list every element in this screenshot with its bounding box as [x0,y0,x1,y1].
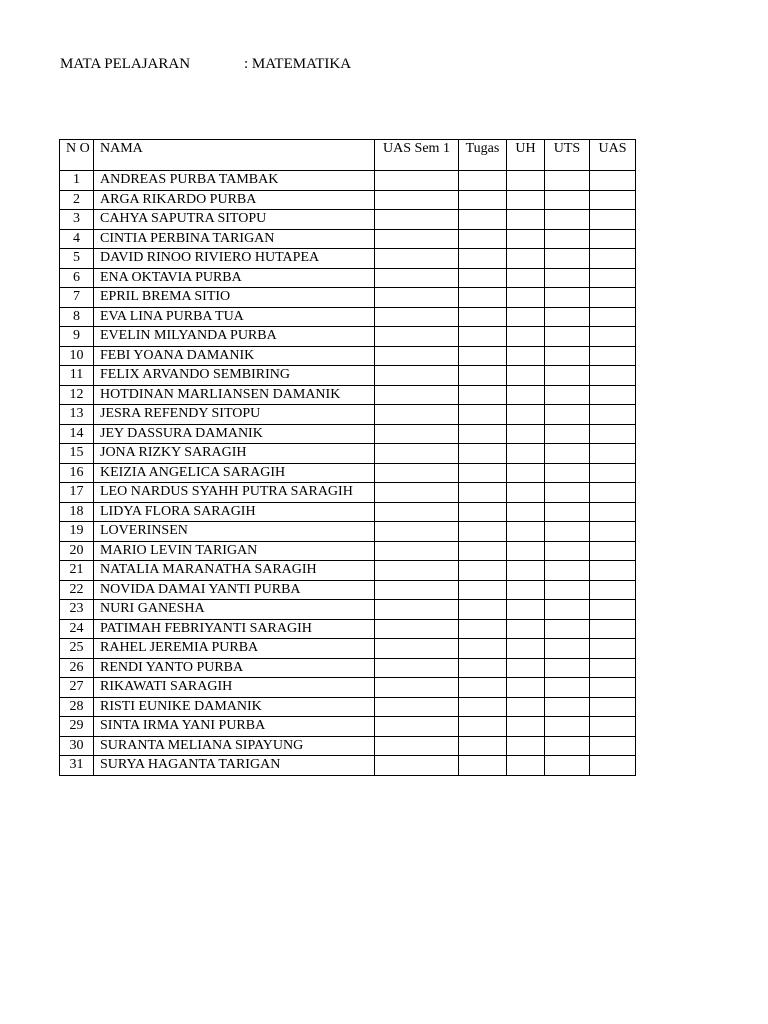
student-name: JESRA REFENDY SITOPU [94,405,375,425]
row-number: 19 [60,522,94,542]
grade-cell-uas-sem-1 [375,444,459,464]
grade-cell-uh [507,541,545,561]
grade-cell-uh [507,619,545,639]
grade-cell-uh [507,424,545,444]
grade-cell-uts [545,288,590,308]
grade-cell-uas-sem-1 [375,639,459,659]
grade-cell-uas-sem-1 [375,502,459,522]
student-name: MARIO LEVIN TARIGAN [94,541,375,561]
row-number: 8 [60,307,94,327]
grade-cell-uas [590,229,636,249]
table-row [60,502,636,522]
column-header-nama: NAMA [94,140,375,171]
table-row [60,346,636,366]
table-row [60,639,636,659]
row-number: 4 [60,229,94,249]
table-row [60,580,636,600]
student-name: EVELIN MILYANDA PURBA [94,327,375,347]
grade-cell-uas [590,483,636,503]
column-header-tugas: Tugas [459,140,507,171]
grade-cell-uts [545,717,590,737]
grade-cell-uas-sem-1 [375,561,459,581]
grade-cell-uas-sem-1 [375,190,459,210]
student-name: SURANTA MELIANA SIPAYUNG [94,736,375,756]
grade-cell-uh [507,327,545,347]
table-row [60,210,636,230]
grade-cell-uas [590,366,636,386]
table-row [60,385,636,405]
grade-cell-uts [545,424,590,444]
grade-cell-tugas [459,736,507,756]
table-row [60,171,636,191]
grade-cell-uas-sem-1 [375,385,459,405]
grade-cell-uh [507,171,545,191]
grade-cell-tugas [459,190,507,210]
header-row [60,140,636,171]
grade-cell-uas-sem-1 [375,229,459,249]
student-name: NOVIDA DAMAI YANTI PURBA [94,580,375,600]
student-name: SINTA IRMA YANI PURBA [94,717,375,737]
table-row [60,229,636,249]
grade-cell-uas [590,171,636,191]
student-name: SURYA HAGANTA TARIGAN [94,756,375,776]
grade-cell-uas-sem-1 [375,268,459,288]
table-row [60,405,636,425]
column-header-uh: UH [507,140,545,171]
grade-cell-uts [545,658,590,678]
grade-cell-uas-sem-1 [375,678,459,698]
grade-cell-uas-sem-1 [375,327,459,347]
grade-cell-uts [545,268,590,288]
grade-cell-tugas [459,580,507,600]
grade-cell-uas-sem-1 [375,366,459,386]
row-number: 27 [60,678,94,698]
grade-cell-uh [507,444,545,464]
grade-cell-tugas [459,600,507,620]
grade-cell-uas-sem-1 [375,580,459,600]
student-name: KEIZIA ANGELICA SARAGIH [94,463,375,483]
grade-cell-uts [545,366,590,386]
subject-line [60,55,351,73]
grade-cell-uh [507,678,545,698]
row-number: 26 [60,658,94,678]
grade-cell-tugas [459,366,507,386]
grade-cell-uas [590,346,636,366]
subject-value: : MATEMATIKA [244,56,352,72]
grade-cell-tugas [459,678,507,698]
student-name: FELIX ARVANDO SEMBIRING [94,366,375,386]
grade-cell-tugas [459,424,507,444]
grade-cell-uts [545,210,590,230]
grade-cell-uts [545,405,590,425]
grade-cell-uh [507,346,545,366]
column-header-uts: UTS [545,140,590,171]
column-header-uas-sem-1: UAS Sem 1 [375,140,459,171]
table-row [60,424,636,444]
grade-cell-uas [590,600,636,620]
grade-cell-uh [507,483,545,503]
grade-cell-uas [590,385,636,405]
row-number: 2 [60,190,94,210]
grade-cell-uh [507,366,545,386]
grade-cell-uas-sem-1 [375,210,459,230]
grade-cell-uas-sem-1 [375,600,459,620]
grade-cell-uas-sem-1 [375,249,459,269]
grade-cell-uts [545,346,590,366]
grade-cell-uh [507,463,545,483]
grade-cell-tugas [459,268,507,288]
grade-cell-uas [590,424,636,444]
row-number: 11 [60,366,94,386]
table-row [60,483,636,503]
row-number: 16 [60,463,94,483]
student-name: ENA OKTAVIA PURBA [94,268,375,288]
table-row [60,366,636,386]
row-number: 20 [60,541,94,561]
table-row [60,307,636,327]
grade-cell-uas [590,327,636,347]
table-header [60,140,636,171]
table-row [60,249,636,269]
grade-cell-tugas [459,405,507,425]
student-name: RIKAWATI SARAGIH [94,678,375,698]
grade-cell-uh [507,561,545,581]
grade-cell-uas-sem-1 [375,307,459,327]
table-row [60,600,636,620]
row-number: 7 [60,288,94,308]
grade-cell-uas [590,288,636,308]
grade-cell-uas-sem-1 [375,658,459,678]
row-number: 15 [60,444,94,464]
grade-cell-uts [545,483,590,503]
grade-cell-uts [545,678,590,698]
student-name: RENDI YANTO PURBA [94,658,375,678]
grade-cell-uts [545,307,590,327]
table-row [60,522,636,542]
grade-cell-uh [507,405,545,425]
student-name: CAHYA SAPUTRA SITOPU [94,210,375,230]
grade-cell-uas [590,541,636,561]
grade-cell-uas-sem-1 [375,619,459,639]
table-row [60,327,636,347]
grade-cell-uas-sem-1 [375,736,459,756]
grade-cell-uts [545,619,590,639]
grade-cell-uas-sem-1 [375,541,459,561]
grade-cell-uts [545,444,590,464]
grade-cell-uas [590,561,636,581]
student-name: EVA LINA PURBA TUA [94,307,375,327]
grade-cell-tugas [459,249,507,269]
grade-cell-uas [590,444,636,464]
row-number: 29 [60,717,94,737]
grade-cell-tugas [459,210,507,230]
student-name: ANDREAS PURBA TAMBAK [94,171,375,191]
grade-cell-uts [545,639,590,659]
grade-cell-uts [545,580,590,600]
grade-cell-uh [507,580,545,600]
grade-cell-uh [507,385,545,405]
grade-cell-tugas [459,483,507,503]
grade-cell-uas [590,736,636,756]
grade-cell-tugas [459,522,507,542]
row-number: 28 [60,697,94,717]
student-name: LIDYA FLORA SARAGIH [94,502,375,522]
grade-cell-uas [590,522,636,542]
student-name: JEY DASSURA DAMANIK [94,424,375,444]
row-number: 24 [60,619,94,639]
student-name: ARGA RIKARDO PURBA [94,190,375,210]
table-row [60,619,636,639]
grade-cell-uas [590,463,636,483]
student-name: RAHEL JEREMIA PURBA [94,639,375,659]
row-number: 9 [60,327,94,347]
grade-cell-uh [507,229,545,249]
grade-cell-uas-sem-1 [375,346,459,366]
grade-cell-uts [545,327,590,347]
grade-cell-tugas [459,346,507,366]
grade-cell-uh [507,268,545,288]
grade-cell-tugas [459,639,507,659]
grade-cell-uas-sem-1 [375,463,459,483]
student-name: CINTIA PERBINA TARIGAN [94,229,375,249]
table-row [60,678,636,698]
student-name: RISTI EUNIKE DAMANIK [94,697,375,717]
grade-cell-uas [590,268,636,288]
grade-cell-uts [545,541,590,561]
grade-cell-uh [507,502,545,522]
grade-cell-uts [545,736,590,756]
row-number: 14 [60,424,94,444]
grade-cell-uh [507,736,545,756]
grade-cell-uts [545,522,590,542]
row-number: 13 [60,405,94,425]
row-number: 30 [60,736,94,756]
grade-cell-uts [545,697,590,717]
grade-cell-tugas [459,463,507,483]
grade-cell-uh [507,697,545,717]
grade-cell-uh [507,190,545,210]
grade-cell-uh [507,658,545,678]
grade-cell-uas [590,580,636,600]
row-number: 17 [60,483,94,503]
grade-cell-uh [507,307,545,327]
grade-cell-uas-sem-1 [375,522,459,542]
student-name: DAVID RINOO RIVIERO HUTAPEA [94,249,375,269]
grade-cell-tugas [459,327,507,347]
table-row [60,658,636,678]
grade-cell-uas [590,405,636,425]
grades-table [59,139,636,776]
grade-cell-uh [507,210,545,230]
grade-cell-uts [545,190,590,210]
table-row [60,736,636,756]
table-body [60,171,636,776]
grade-cell-uas-sem-1 [375,483,459,503]
row-number: 6 [60,268,94,288]
grade-cell-uas-sem-1 [375,171,459,191]
row-number: 23 [60,600,94,620]
grade-cell-uas [590,502,636,522]
row-number: 31 [60,756,94,776]
grade-cell-uh [507,600,545,620]
table-row [60,288,636,308]
table-row [60,190,636,210]
grade-cell-uas [590,697,636,717]
table-row [60,268,636,288]
grade-cell-uas [590,307,636,327]
grade-cell-uas [590,210,636,230]
table-row [60,541,636,561]
student-name: JONA RIZKY SARAGIH [94,444,375,464]
grade-cell-uh [507,756,545,776]
student-name: FEBI YOANA DAMANIK [94,346,375,366]
grade-cell-uh [507,249,545,269]
student-name: LOVERINSEN [94,522,375,542]
subject-label: MATA PELAJARAN [60,56,191,72]
grade-cell-uas-sem-1 [375,697,459,717]
row-number: 22 [60,580,94,600]
grade-cell-uas-sem-1 [375,405,459,425]
row-number: 12 [60,385,94,405]
student-name: LEO NARDUS SYAHH PUTRA SARAGIH [94,483,375,503]
grade-cell-tugas [459,658,507,678]
table-row [60,697,636,717]
grade-cell-uts [545,600,590,620]
row-number: 18 [60,502,94,522]
grade-cell-uas [590,639,636,659]
grade-cell-tugas [459,697,507,717]
grade-cell-uh [507,288,545,308]
grade-cell-tugas [459,307,507,327]
grade-cell-uas [590,190,636,210]
grade-cell-uas [590,678,636,698]
grade-cell-uts [545,561,590,581]
grade-cell-tugas [459,288,507,308]
grade-cell-tugas [459,717,507,737]
grade-cell-uts [545,229,590,249]
student-name: NURI GANESHA [94,600,375,620]
column-header-uas: UAS [590,140,636,171]
table-row [60,756,636,776]
grade-cell-uas [590,717,636,737]
grade-cell-uts [545,502,590,522]
row-number: 21 [60,561,94,581]
grade-cell-uas-sem-1 [375,756,459,776]
student-name: EPRIL BREMA SITIO [94,288,375,308]
grade-cell-uts [545,463,590,483]
grade-cell-uas [590,619,636,639]
table-row [60,444,636,464]
row-number: 25 [60,639,94,659]
table-row [60,561,636,581]
table-row [60,463,636,483]
row-number: 1 [60,171,94,191]
student-name: NATALIA MARANATHA SARAGIH [94,561,375,581]
grade-cell-uh [507,522,545,542]
grade-cell-uh [507,639,545,659]
grade-cell-uas-sem-1 [375,717,459,737]
table-row [60,717,636,737]
grade-cell-uh [507,717,545,737]
grade-cell-tugas [459,541,507,561]
grade-cell-tugas [459,171,507,191]
row-number: 3 [60,210,94,230]
grade-cell-uas-sem-1 [375,288,459,308]
grade-cell-uas [590,249,636,269]
student-name: PATIMAH FEBRIYANTI SARAGIH [94,619,375,639]
row-number: 5 [60,249,94,269]
grade-cell-tugas [459,229,507,249]
grade-cell-uts [545,756,590,776]
grade-cell-tugas [459,619,507,639]
student-name: HOTDINAN MARLIANSEN DAMANIK [94,385,375,405]
grade-cell-uas-sem-1 [375,424,459,444]
grade-cell-tugas [459,756,507,776]
grade-cell-tugas [459,561,507,581]
grade-cell-uts [545,171,590,191]
grade-cell-uts [545,249,590,269]
row-number: 10 [60,346,94,366]
grade-cell-uts [545,385,590,405]
grade-cell-tugas [459,444,507,464]
column-header-no: N O [60,140,94,171]
grade-cell-tugas [459,385,507,405]
grade-cell-uas [590,658,636,678]
grade-cell-uas [590,756,636,776]
grade-cell-tugas [459,502,507,522]
